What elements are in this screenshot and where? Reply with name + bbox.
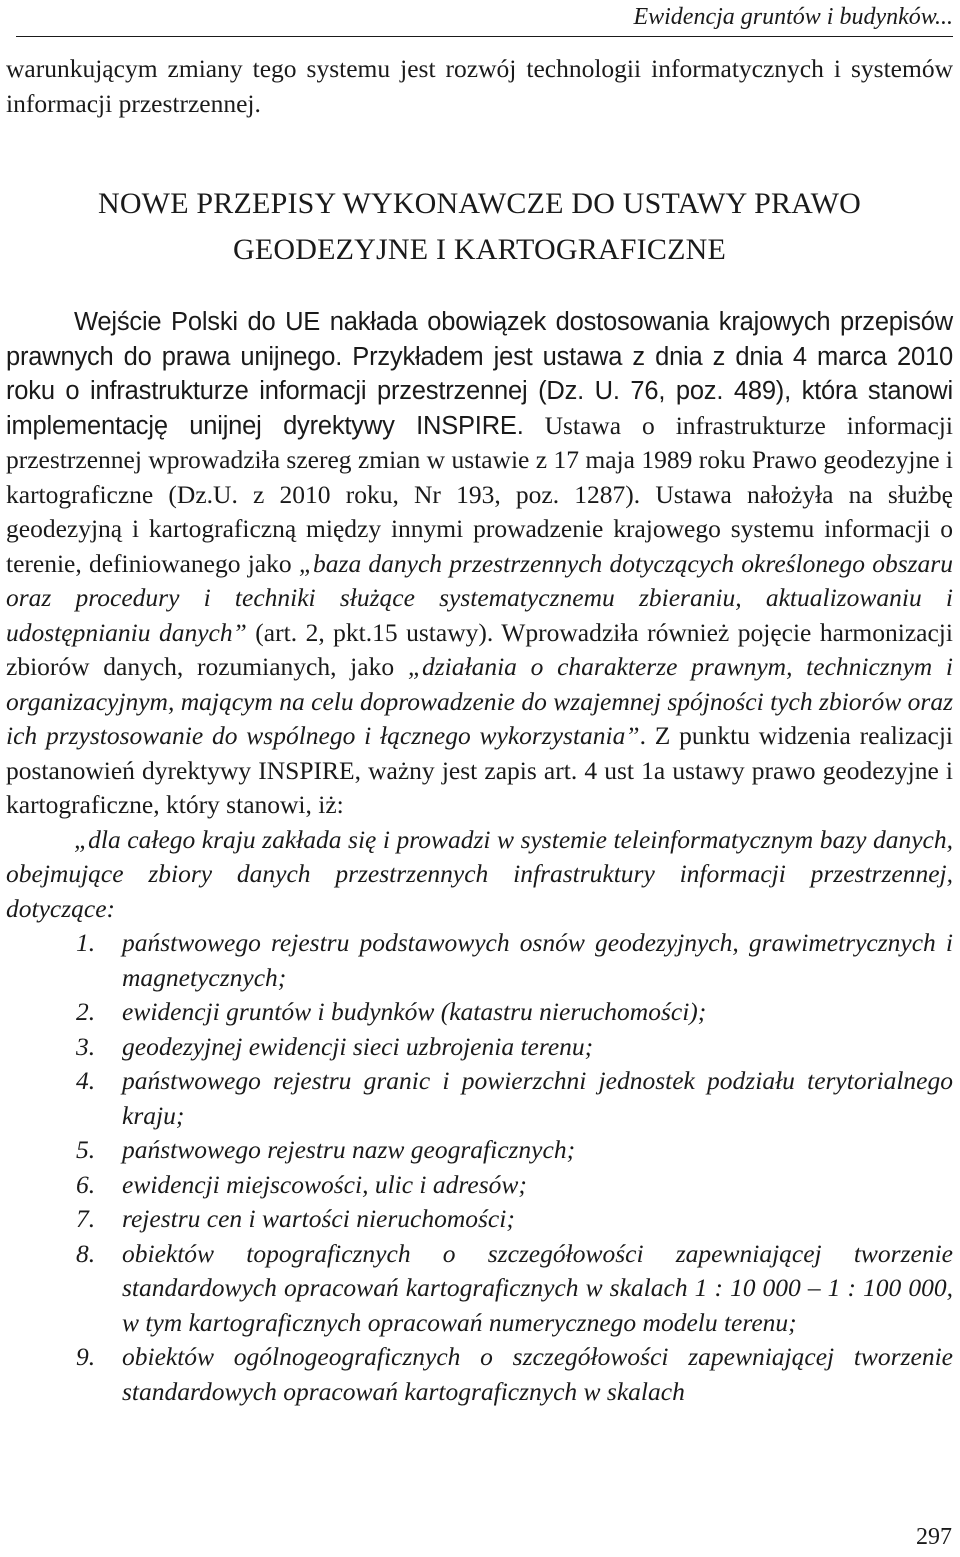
list-item — [6, 1030, 953, 1065]
list-item-text: obiektów ogólnogeograficznych o szczegółowości zapewniającej tworzenie standardowych opracowań kartograficznych w skalach — [122, 1342, 953, 1406]
list-item-number: 7. — [76, 1204, 96, 1233]
list-item — [6, 1202, 953, 1237]
intro-paragraph: warunkującym zmiany tego systemu jest rozwój technologii informatycznych i systemów informacji przestrzennej. — [6, 54, 953, 118]
database-list — [6, 926, 953, 1409]
section-heading — [6, 181, 953, 273]
list-item-text: obiektów topograficznych o szczegółowości zapewniającej tworzenie standardowych opracowań kartograficznych w skalach 1 : 10 000 – 1 : 100 000, w tym kartograficznych opracowań numerycznego modelu terenu; — [122, 1238, 953, 1337]
list-item-number: 6. — [76, 1169, 96, 1199]
page-number: 297 — [916, 1524, 952, 1550]
page-content — [6, 52, 953, 1409]
list-item-text: państwowego rejestru podstawowych osnów geodezyjnych, grawimetrycznych i magnetycznych; — [122, 928, 953, 992]
body-sentence-5: . Z punktu widzenia realizacji postanowień dyrektywy INSPIRE, ważny jest zapis art. 4 ust 1a ustawy prawo geodezyjne i kartograficzne, który stanowi, iż: — [6, 721, 953, 819]
list-item-text: geodezyjnej ewidencji sieci uzbrojenia terenu; — [122, 1031, 594, 1061]
list-item — [6, 926, 953, 995]
list-item-number: 1. — [76, 928, 96, 957]
list-item-text: państwowego rejestru nazw geograficznych; — [122, 1135, 576, 1164]
body-sentence-1: Wejście Polski do UE nakłada obowiązek dostosowania krajowych przepisów prawnych do prawa unijnego. Przykładem jest ustawa z dnia z dnia 4 marca 2010 roku o infrastrukturze informacji przestrzennej (Dz. U. 76, poz. 489), która stanowi implementację unijnej dyrektywy INSPIRE. — [6, 308, 953, 440]
body-sentence-2: Ustawa o infrastrukturze informacji przestrzennej wprowadziła szereg zmian w ustawie z 17 maja 1989 roku Prawo geodezyjne i kartograficzne (Dz.U. z 2010 roku, Nr 193, poz. 1287). Ustawa nałożyła na służbę geodezyjną i kartograficzną między innymi prowadzenie krajowego systemu informacji o terenie, definiowanego jako — [6, 410, 953, 578]
list-item-number: 5. — [76, 1135, 96, 1164]
definition-quote-1: „baza danych przestrzennych dotyczących określonego obszaru oraz procedury i techniki służące systematycznemu zbieraniu, aktualizowaniu i udostępnianiu danych” — [6, 548, 953, 647]
list-item — [6, 1133, 953, 1168]
body-sentence-4: Wprowadziła również pojęcie harmonizacji zbiorów danych, rozumianych, jako — [6, 617, 953, 681]
list-item-number: 9. — [76, 1342, 96, 1371]
definition-quote-2: „działania o charakterze prawnym, technicznym i organizacyjnym, mającym na celu doprowadzenie do wzajemnej spójności tych zbiorów oraz ich przystosowanie do wspólnego i łącznego wykorzystania” — [6, 652, 953, 750]
list-item-number: 3. — [76, 1031, 96, 1061]
body-sentence-3: (art. 2, pkt.15 ustawy). — [246, 617, 494, 647]
running-header: Ewidencja gruntów i budynków... — [16, 4, 953, 37]
section-heading-line-2: GEODEZYJNE I KARTOGRAFICZNE — [232, 233, 727, 266]
section-heading-line-1: NOWE PRZEPISY WYKONAWCZE DO USTAWY PRAWO — [97, 187, 862, 220]
list-item-number: 2. — [76, 997, 96, 1026]
list-item-text: rejestru cen i wartości nieruchomości; — [122, 1204, 515, 1233]
list-item — [6, 1064, 953, 1133]
list-item-text: ewidencji miejscowości, ulic i adresów; — [122, 1169, 527, 1199]
statute-quote: „dla całego kraju zakłada się i prowadzi w systemie teleinformatycznym bazy danych, obejmujące zbiory danych przestrzennych infrastruktury informacji przestrzennej, dotyczące: — [6, 824, 953, 923]
list-item — [6, 1237, 953, 1341]
list-item-text: państwowego rejestru granic i powierzchni jednostek podziału terytorialnego kraju; — [122, 1066, 953, 1130]
body-paragraph — [6, 305, 953, 823]
list-item — [6, 995, 953, 1030]
list-item-number: 8. — [76, 1238, 96, 1268]
list-item — [6, 1168, 953, 1203]
list-item-text: ewidencji gruntów i budynków (katastru nieruchomości); — [122, 997, 707, 1026]
list-item-number: 4. — [76, 1066, 96, 1095]
list-item — [6, 1340, 953, 1409]
